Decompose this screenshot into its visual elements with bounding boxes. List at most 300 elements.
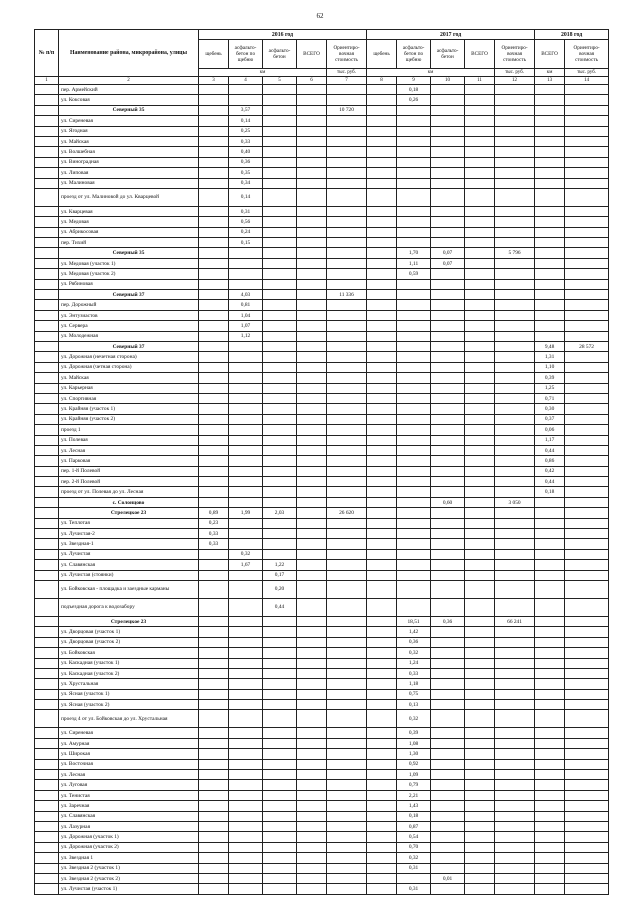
value-cell xyxy=(465,116,495,126)
street-name-cell: ул. Дворцовая (участок 1) xyxy=(59,627,199,637)
value-cell xyxy=(263,658,297,668)
value-cell xyxy=(327,227,367,237)
value-cell xyxy=(297,822,327,832)
value-cell xyxy=(327,863,367,873)
street-name-cell: ул. Лучистая-2 xyxy=(59,529,199,539)
value-cell xyxy=(565,710,609,728)
row-number-cell xyxy=(35,352,59,362)
row-number-cell xyxy=(35,279,59,289)
value-cell: 0,33 xyxy=(229,136,263,146)
value-cell xyxy=(263,770,297,780)
value-cell xyxy=(229,404,263,414)
table-row xyxy=(35,227,609,237)
value-cell xyxy=(397,425,431,435)
value-cell xyxy=(397,518,431,528)
value-cell xyxy=(431,341,465,351)
value-cell xyxy=(327,362,367,372)
row-number-cell xyxy=(35,627,59,637)
row-number-cell xyxy=(35,269,59,279)
value-cell xyxy=(199,206,229,216)
section-row xyxy=(35,105,609,115)
value-cell xyxy=(229,668,263,678)
value-cell xyxy=(263,279,297,289)
value-cell xyxy=(431,425,465,435)
street-name-cell: пер. Тихий xyxy=(59,238,199,248)
column-index-cell: 11 xyxy=(465,77,495,85)
value-cell xyxy=(465,404,495,414)
street-name-cell: ул. Дорожная (нечетная сторона) xyxy=(59,352,199,362)
value-cell xyxy=(495,95,535,105)
value-cell xyxy=(297,539,327,549)
street-name-cell: ул. Дорожная (участок 2) xyxy=(59,842,199,852)
value-cell xyxy=(397,331,431,341)
value-cell xyxy=(263,157,297,167)
value-cell xyxy=(397,529,431,539)
value-cell: 0,44 xyxy=(535,445,565,455)
value-cell xyxy=(229,728,263,738)
value-cell xyxy=(535,648,565,658)
value-cell xyxy=(431,627,465,637)
table-row xyxy=(35,570,609,580)
value-cell xyxy=(431,321,465,331)
value-cell: 0,75 xyxy=(397,689,431,699)
value-cell xyxy=(431,445,465,455)
value-cell xyxy=(297,445,327,455)
row-number-cell xyxy=(35,570,59,580)
value-cell: 1,22 xyxy=(263,560,297,570)
value-cell xyxy=(327,341,367,351)
value-cell xyxy=(199,238,229,248)
year-2017-header: 2017 год xyxy=(367,30,535,40)
value-cell xyxy=(367,279,397,289)
value-cell xyxy=(565,648,609,658)
value-cell xyxy=(431,157,465,167)
subheader-2016-gravel: щебень xyxy=(199,40,229,69)
value-cell xyxy=(535,136,565,146)
value-cell xyxy=(535,126,565,136)
table-row xyxy=(35,728,609,738)
value-cell xyxy=(397,580,431,598)
value-cell xyxy=(495,790,535,800)
value-cell xyxy=(367,863,397,873)
table-row xyxy=(35,116,609,126)
value-cell xyxy=(397,341,431,351)
value-cell xyxy=(229,832,263,842)
street-name-cell: ул. Лесная xyxy=(59,445,199,455)
row-number-cell xyxy=(35,238,59,248)
value-cell xyxy=(297,700,327,710)
row-number-cell xyxy=(35,310,59,320)
value-cell xyxy=(367,290,397,300)
value-cell: 0,56 xyxy=(229,217,263,227)
value-cell xyxy=(263,700,297,710)
subheader-2018-total: ВСЕГО xyxy=(535,40,565,69)
value-cell: 0,25 xyxy=(229,126,263,136)
value-cell xyxy=(263,710,297,728)
value-cell xyxy=(565,560,609,570)
row-number-cell xyxy=(35,341,59,351)
value-cell xyxy=(263,352,297,362)
value-cell xyxy=(431,352,465,362)
value-cell: 0,30 xyxy=(535,404,565,414)
value-cell xyxy=(199,679,229,689)
street-name-cell: пер. Дорожный xyxy=(59,300,199,310)
value-cell xyxy=(495,710,535,728)
value-cell xyxy=(263,842,297,852)
value-cell xyxy=(199,853,229,863)
value-cell: 0,31 xyxy=(397,863,431,873)
value-cell xyxy=(397,598,431,616)
value-cell xyxy=(327,206,367,216)
value-cell xyxy=(367,658,397,668)
value-cell xyxy=(565,738,609,748)
value-cell xyxy=(327,188,367,206)
value-cell xyxy=(535,178,565,188)
value-cell xyxy=(565,105,609,115)
value-cell xyxy=(229,801,263,811)
value-cell xyxy=(465,321,495,331)
value-cell xyxy=(297,279,327,289)
row-number-cell xyxy=(35,445,59,455)
street-name-cell: ул. Парковая xyxy=(59,456,199,466)
street-name-cell: ул. Карьерная xyxy=(59,383,199,393)
value-cell xyxy=(431,780,465,790)
street-name-cell: ул. Майская xyxy=(59,136,199,146)
street-name-cell: ул. Крайняя (участок 1) xyxy=(59,404,199,414)
value-cell xyxy=(565,780,609,790)
table-row xyxy=(35,456,609,466)
value-cell xyxy=(465,341,495,351)
table-row xyxy=(35,168,609,178)
value-cell xyxy=(327,539,367,549)
value-cell xyxy=(229,539,263,549)
value-cell xyxy=(397,404,431,414)
value-cell xyxy=(565,393,609,403)
value-cell xyxy=(535,873,565,883)
value-cell xyxy=(199,331,229,341)
value-cell xyxy=(465,310,495,320)
row-number-cell xyxy=(35,790,59,800)
value-cell xyxy=(495,668,535,678)
value-cell: 0,31 xyxy=(229,206,263,216)
street-name-cell: ул. Лучистая xyxy=(59,549,199,559)
value-cell xyxy=(199,178,229,188)
value-cell xyxy=(327,238,367,248)
value-cell xyxy=(327,658,367,668)
value-cell xyxy=(199,842,229,852)
table-row xyxy=(35,873,609,883)
value-cell xyxy=(297,178,327,188)
value-cell xyxy=(297,227,327,237)
value-cell xyxy=(199,147,229,157)
value-cell xyxy=(327,456,367,466)
value-cell xyxy=(297,873,327,883)
row-number-cell xyxy=(35,853,59,863)
value-cell xyxy=(431,85,465,95)
value-cell xyxy=(263,637,297,647)
value-cell: 0,44 xyxy=(263,598,297,616)
street-name-cell: ул. Лучистая (стоянки) xyxy=(59,570,199,580)
value-cell xyxy=(199,393,229,403)
value-cell xyxy=(565,168,609,178)
value-cell xyxy=(263,549,297,559)
value-cell xyxy=(565,188,609,206)
value-cell xyxy=(465,178,495,188)
value-cell xyxy=(229,822,263,832)
value-cell: 2,21 xyxy=(397,790,431,800)
street-name-cell: ул. Славянская xyxy=(59,560,199,570)
value-cell xyxy=(535,518,565,528)
value-cell xyxy=(397,570,431,580)
value-cell xyxy=(565,822,609,832)
year-2016-header: 2016 год xyxy=(199,30,367,40)
value-cell xyxy=(535,689,565,699)
value-cell xyxy=(431,668,465,678)
year-2018-header: 2018 год xyxy=(535,30,609,40)
value-cell: 0,79 xyxy=(397,780,431,790)
section-row xyxy=(35,341,609,351)
value-cell xyxy=(495,383,535,393)
row-number-cell xyxy=(35,679,59,689)
value-cell xyxy=(327,627,367,637)
value-cell xyxy=(535,658,565,668)
value-cell xyxy=(465,518,495,528)
value-cell xyxy=(229,616,263,626)
row-number-cell xyxy=(35,300,59,310)
value-cell xyxy=(327,147,367,157)
value-cell xyxy=(297,85,327,95)
column-index-cell: 13 xyxy=(535,77,565,85)
table-row xyxy=(35,477,609,487)
row-number-cell xyxy=(35,105,59,115)
value-cell xyxy=(535,248,565,258)
value-cell xyxy=(495,873,535,883)
value-cell xyxy=(465,822,495,832)
value-cell xyxy=(327,842,367,852)
street-name-cell: ул. Сиреневая xyxy=(59,116,199,126)
value-cell xyxy=(495,331,535,341)
unit-2018-rub: тыс. руб. xyxy=(565,69,609,77)
value-cell xyxy=(327,873,367,883)
value-cell xyxy=(565,497,609,507)
value-cell: 0,35 xyxy=(229,168,263,178)
value-cell xyxy=(565,811,609,821)
value-cell xyxy=(431,637,465,647)
value-cell xyxy=(263,136,297,146)
value-cell xyxy=(199,801,229,811)
value-cell xyxy=(199,105,229,115)
value-cell xyxy=(297,842,327,852)
value-cell xyxy=(535,85,565,95)
value-cell xyxy=(565,404,609,414)
value-cell xyxy=(465,352,495,362)
row-number-cell xyxy=(35,518,59,528)
value-cell xyxy=(397,116,431,126)
value-cell xyxy=(565,321,609,331)
value-cell xyxy=(565,466,609,476)
column-index-cell: 4 xyxy=(229,77,263,85)
row-number-cell xyxy=(35,393,59,403)
row-number-cell xyxy=(35,749,59,759)
street-name-cell: ул. Дорожная (участок 1) xyxy=(59,832,199,842)
value-cell xyxy=(431,580,465,598)
value-cell xyxy=(565,873,609,883)
table-row xyxy=(35,352,609,362)
value-cell xyxy=(495,425,535,435)
value-cell: 0,18 xyxy=(397,811,431,821)
row-number-cell xyxy=(35,227,59,237)
value-cell xyxy=(199,884,229,894)
value-cell xyxy=(199,456,229,466)
value-cell xyxy=(297,456,327,466)
value-cell: 0,07 xyxy=(431,258,465,268)
value-cell: 0,01 xyxy=(431,873,465,883)
value-cell xyxy=(367,258,397,268)
value-cell xyxy=(367,598,397,616)
value-cell xyxy=(535,616,565,626)
value-cell xyxy=(327,269,367,279)
table-row xyxy=(35,238,609,248)
value-cell xyxy=(565,136,609,146)
col-number-header: № п/п xyxy=(35,30,59,77)
value-cell xyxy=(565,679,609,689)
value-cell xyxy=(199,598,229,616)
value-cell xyxy=(297,648,327,658)
value-cell xyxy=(263,648,297,658)
value-cell xyxy=(465,217,495,227)
subheader-2016-total: ВСЕГО xyxy=(297,40,327,69)
value-cell xyxy=(327,425,367,435)
value-cell xyxy=(465,414,495,424)
value-cell xyxy=(465,300,495,310)
value-cell xyxy=(297,168,327,178)
value-cell: 1,04 xyxy=(229,310,263,320)
value-cell xyxy=(367,105,397,115)
value-cell xyxy=(297,425,327,435)
value-cell xyxy=(367,487,397,497)
value-cell xyxy=(465,679,495,689)
value-cell xyxy=(297,508,327,518)
value-cell xyxy=(199,580,229,598)
value-cell xyxy=(565,689,609,699)
value-cell xyxy=(565,178,609,188)
street-name-cell: ул. Кварцевая xyxy=(59,206,199,216)
street-name-cell: ул. Спортивная xyxy=(59,393,199,403)
value-cell xyxy=(327,136,367,146)
value-cell xyxy=(431,487,465,497)
street-name-cell: ул. Волшебная xyxy=(59,147,199,157)
value-cell xyxy=(535,105,565,115)
value-cell xyxy=(495,352,535,362)
value-cell xyxy=(199,863,229,873)
value-cell xyxy=(297,414,327,424)
value-cell xyxy=(465,811,495,821)
value-cell xyxy=(465,884,495,894)
value-cell xyxy=(565,373,609,383)
value-cell xyxy=(431,832,465,842)
value-cell xyxy=(327,404,367,414)
value-cell xyxy=(495,822,535,832)
value-cell: 0,87 xyxy=(397,822,431,832)
value-cell xyxy=(263,518,297,528)
subheader-2016-asphalt: асфальто-бетон xyxy=(263,40,297,69)
value-cell xyxy=(367,738,397,748)
value-cell xyxy=(397,477,431,487)
value-cell xyxy=(431,238,465,248)
value-cell: 0,59 xyxy=(397,269,431,279)
value-cell xyxy=(465,136,495,146)
street-name-cell: ул. Каскадная (участок 2) xyxy=(59,668,199,678)
value-cell xyxy=(229,811,263,821)
unit-2017-km: км xyxy=(367,69,495,77)
value-cell xyxy=(431,863,465,873)
value-cell xyxy=(229,435,263,445)
value-cell xyxy=(327,668,367,678)
value-cell xyxy=(495,863,535,873)
value-cell xyxy=(327,116,367,126)
value-cell xyxy=(367,445,397,455)
value-cell xyxy=(263,217,297,227)
value-cell xyxy=(397,466,431,476)
street-name-cell: ул. Заречная xyxy=(59,801,199,811)
value-cell xyxy=(535,116,565,126)
value-cell xyxy=(495,435,535,445)
table-row xyxy=(35,822,609,832)
value-cell xyxy=(327,616,367,626)
row-number-cell xyxy=(35,873,59,883)
value-cell xyxy=(535,842,565,852)
value-cell xyxy=(565,668,609,678)
value-cell xyxy=(297,801,327,811)
value-cell xyxy=(397,383,431,393)
value-cell xyxy=(535,627,565,637)
value-cell xyxy=(397,105,431,115)
row-number-cell xyxy=(35,477,59,487)
street-name-cell: ул. Медовая xyxy=(59,217,199,227)
value-cell xyxy=(367,414,397,424)
value-cell: 1,10 xyxy=(535,362,565,372)
value-cell xyxy=(495,206,535,216)
row-number-cell xyxy=(35,362,59,372)
value-cell xyxy=(229,279,263,289)
row-number-cell xyxy=(35,539,59,549)
value-cell xyxy=(297,147,327,157)
value-cell xyxy=(327,497,367,507)
value-cell xyxy=(263,445,297,455)
value-cell xyxy=(297,689,327,699)
value-cell xyxy=(495,749,535,759)
value-cell xyxy=(229,258,263,268)
value-cell xyxy=(495,116,535,126)
value-cell xyxy=(367,126,397,136)
value-cell xyxy=(199,570,229,580)
value-cell xyxy=(535,749,565,759)
value-cell xyxy=(199,560,229,570)
street-name-cell: Стрелецкое 23 xyxy=(59,508,199,518)
value-cell xyxy=(263,853,297,863)
value-cell xyxy=(535,811,565,821)
value-cell xyxy=(565,300,609,310)
value-cell xyxy=(327,300,367,310)
value-cell xyxy=(327,790,367,800)
value-cell xyxy=(263,822,297,832)
value-cell: 0,92 xyxy=(397,759,431,769)
row-number-cell xyxy=(35,456,59,466)
value-cell xyxy=(367,238,397,248)
value-cell xyxy=(297,679,327,689)
row-number-cell xyxy=(35,884,59,894)
value-cell xyxy=(565,456,609,466)
